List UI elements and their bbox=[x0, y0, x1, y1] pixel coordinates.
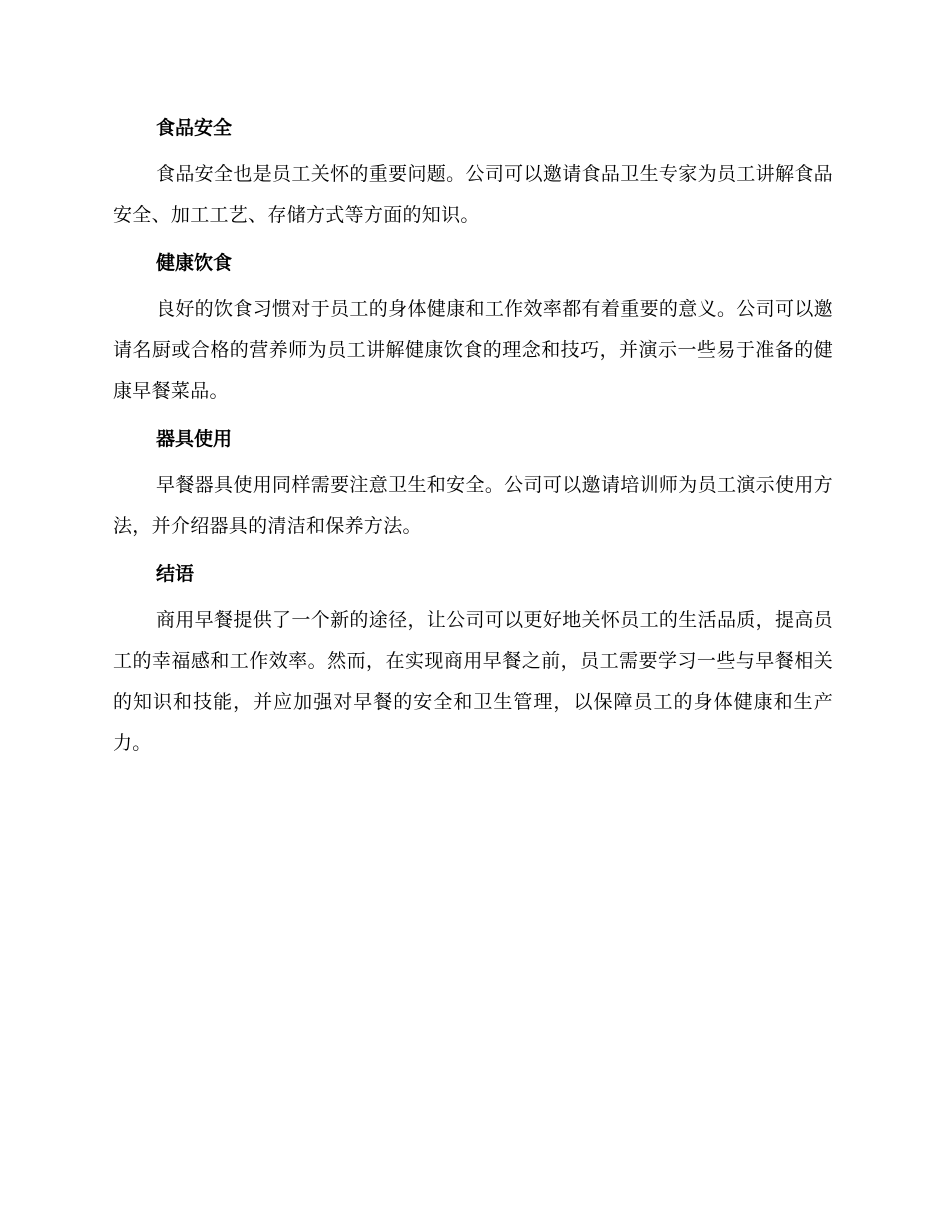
section-heading-conclusion: 结语 bbox=[156, 563, 195, 585]
section-body-conclusion: 商用早餐提供了一个新的途径，让公司可以更好地关怀员工的生活品质，提高员工的幸福感和工作效率。然而，在实现商用早餐之前，员工需要学习一些与早餐相关的知识和技能，并应加强对早餐的安全和卫生管理，以保障员工的身体健康和生产力。 bbox=[113, 609, 833, 754]
section-heading-food-safety: 食品安全 bbox=[156, 117, 233, 139]
section-body-food-safety: 食品安全也是员工关怀的重要问题。公司可以邀请食品卫生专家为员工讲解食品安全、加工工艺、存储方式等方面的知识。 bbox=[113, 163, 833, 226]
section-body-utensil-use: 早餐器具使用同样需要注意卫生和安全。公司可以邀请培训师为员工演示使用方法，并介绍器具的清洁和保养方法。 bbox=[113, 474, 833, 537]
document-content bbox=[113, 112, 833, 764]
section-body-healthy-diet: 良好的饮食习惯对于员工的身体健康和工作效率都有着重要的意义。公司可以邀请名厨或合格的营养师为员工讲解健康饮食的理念和技巧，并演示一些易于准备的健康早餐菜品。 bbox=[113, 298, 833, 402]
section-heading-healthy-diet: 健康饮食 bbox=[156, 252, 233, 274]
section-heading-utensil-use: 器具使用 bbox=[156, 428, 233, 450]
